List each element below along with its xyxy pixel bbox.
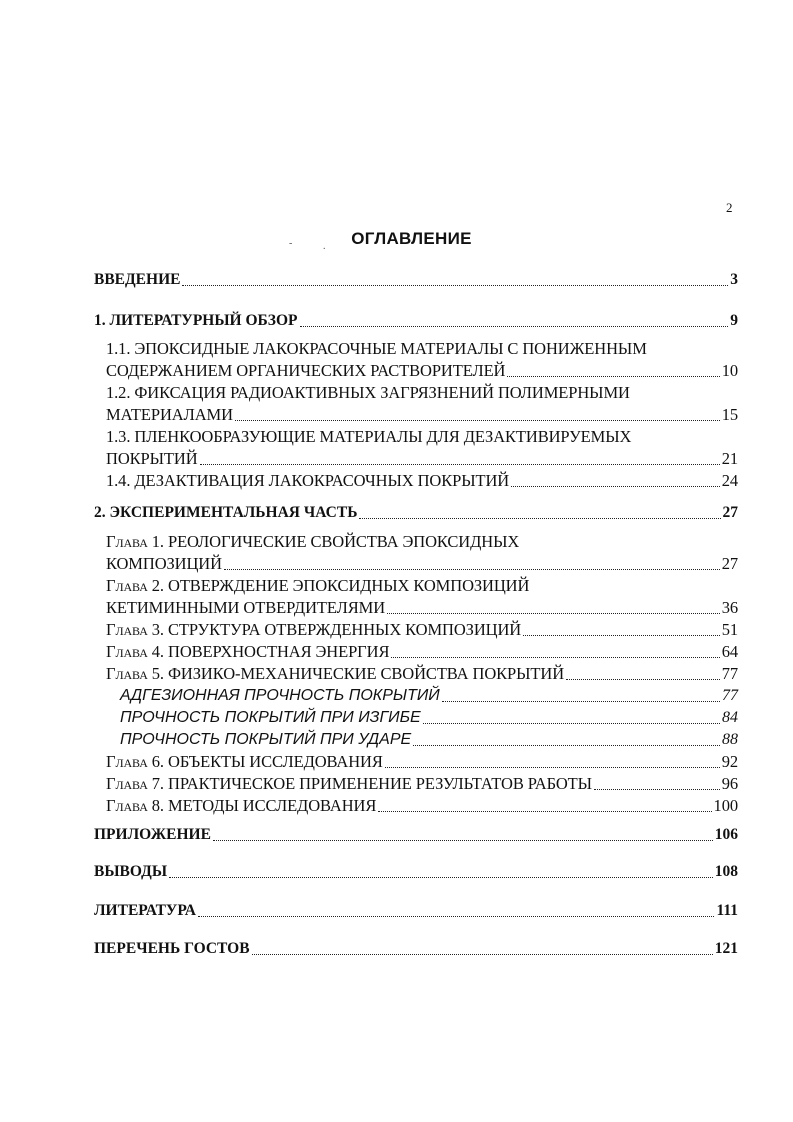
toc-entry-conclusions[interactable] (94, 861, 738, 883)
chapter-title: ПРАКТИЧЕСКОЕ ПРИМЕНЕНИЕ РЕЗУЛЬТАТОВ РАБОТЫ (168, 774, 592, 793)
toc-entry-chapter-7[interactable] (106, 773, 738, 795)
toc-entry-page: 77 (722, 687, 738, 704)
toc-entry-label: ВВЕДЕНИЕ (94, 271, 181, 288)
toc-entry-page: 88 (722, 731, 738, 748)
dot-leader (523, 635, 720, 636)
chapter-title: РЕОЛОГИЧЕСКИЕ СВОЙСТВА ЭПОКСИДНЫХ (168, 532, 520, 551)
toc-entry-label (106, 641, 389, 663)
toc-entry-page: 15 (721, 405, 738, 424)
toc-entry-chapter-8[interactable] (106, 795, 738, 817)
scan-speck: . (323, 241, 326, 252)
toc-entry-chapter-4[interactable] (106, 641, 738, 663)
toc-entry-chapter-3[interactable] (106, 619, 738, 641)
toc-entry-page: 100 (713, 796, 738, 815)
toc-entry-chapter-1-line1[interactable] (106, 531, 519, 553)
toc-entry-1-1[interactable] (106, 360, 738, 382)
toc-entry-literature-review[interactable] (94, 310, 738, 332)
dot-leader (511, 486, 720, 487)
toc-entry-1-3[interactable] (106, 448, 738, 470)
toc-entry-label: 1. ЛИТЕРАТУРНЫЙ ОБЗОР (94, 312, 298, 329)
toc-entry-chapter-2-line1[interactable] (106, 575, 529, 597)
toc-entry-page: 121 (714, 940, 738, 957)
dot-leader (423, 723, 720, 724)
toc-entry-label: КЕТИМИННЫМИ ОТВЕРДИТЕЛЯМИ (106, 598, 386, 617)
toc-entry-references[interactable] (94, 900, 738, 922)
chapter-prefix: Глава 8. (106, 796, 164, 815)
toc-entry-label: ПРИЛОЖЕНИЕ (94, 826, 211, 843)
dot-leader (413, 745, 720, 746)
chapter-prefix: Глава 3. (106, 620, 164, 639)
toc-entry-label (106, 773, 592, 795)
dot-leader (594, 789, 720, 790)
chapter-title: ФИЗИКО-МЕХАНИЧЕСКИЕ СВОЙСТВА ПОКРЫТИЙ (168, 664, 565, 683)
toc-entry-page: 77 (721, 664, 738, 683)
chapter-title: СТРУКТУРА ОТВЕРЖДЕННЫХ КОМПОЗИЦИЙ (168, 620, 522, 639)
toc-entry-label: АДГЕЗИОННАЯ ПРОЧНОСТЬ ПОКРЫТИЙ (120, 687, 440, 704)
dot-leader (359, 518, 720, 519)
toc-entry-label: ПОКРЫТИЙ (106, 449, 198, 468)
toc-entry-1-1-line1[interactable]: 1.1. ЭПОКСИДНЫЕ ЛАКОКРАСОЧНЫЕ МАТЕРИАЛЫ С ПОНИЖЕННЫМ (106, 339, 647, 358)
chapter-title: ПОВЕРХНОСТНАЯ ЭНЕРГИЯ (168, 642, 390, 661)
toc-entry-page: 106 (714, 826, 738, 843)
dot-leader (387, 613, 720, 614)
dot-leader (224, 569, 720, 570)
chapter-prefix: Глава 1. (106, 532, 164, 551)
dot-leader (385, 767, 720, 768)
dot-leader (198, 916, 714, 917)
dot-leader (566, 679, 720, 680)
toc-entry-experimental[interactable] (94, 502, 738, 524)
toc-entry-page: 9 (730, 312, 738, 329)
toc-entry-impact[interactable] (120, 729, 738, 751)
toc-entry-label: 1.4. ДЕЗАКТИВАЦИЯ ЛАКОКРАСОЧНЫХ ПОКРЫТИЙ (106, 471, 510, 490)
toc-entry-page: 111 (716, 902, 738, 919)
toc-entry-label: ВЫВОДЫ (94, 863, 168, 880)
toc-entry-label (106, 795, 376, 817)
chapter-prefix: Глава 7. (106, 774, 164, 793)
toc-entry-adhesion[interactable] (120, 685, 738, 707)
toc-entry-label: ПРОЧНОСТЬ ПОКРЫТИЙ ПРИ УДАРЕ (120, 731, 412, 748)
chapter-title: МЕТОДЫ ИССЛЕДОВАНИЯ (168, 796, 377, 815)
scan-speck: - (289, 238, 293, 249)
dot-leader (169, 877, 713, 878)
chapter-prefix: Глава 4. (106, 642, 164, 661)
toc-entry-page: 51 (721, 620, 738, 639)
dot-leader (182, 285, 728, 286)
chapter-prefix: Глава 6. (106, 752, 164, 771)
chapter-prefix: Глава 2. (106, 576, 164, 595)
dot-leader (378, 811, 711, 812)
toc-entry-gost-list[interactable] (94, 938, 738, 960)
page-number: 2 (726, 200, 733, 215)
toc-entry-chapter-6[interactable] (106, 751, 738, 773)
toc-entry-chapter-1[interactable] (106, 553, 738, 575)
toc-entry-chapter-5[interactable] (106, 663, 738, 685)
toc-entry-label (106, 663, 564, 685)
toc-entry-page: 36 (721, 598, 738, 617)
chapter-title: ОБЪЕКТЫ ИССЛЕДОВАНИЯ (168, 752, 383, 771)
chapter-title: ОТВЕРЖДЕНИЕ ЭПОКСИДНЫХ КОМПОЗИЦИЙ (168, 576, 530, 595)
dot-leader (200, 464, 720, 465)
toc-entry-page: 24 (721, 471, 738, 490)
toc-entry-page: 84 (722, 709, 738, 726)
toc-entry-label: ПЕРЕЧЕНЬ ГОСТОВ (94, 940, 250, 957)
toc-entry-label: 2. ЭКСПЕРИМЕНТАЛЬНАЯ ЧАСТЬ (94, 504, 358, 521)
toc-entry-page: 27 (722, 504, 738, 521)
toc-entry-label (106, 619, 521, 641)
toc-entry-appendix[interactable] (94, 824, 738, 846)
toc-entry-1-4[interactable] (106, 470, 738, 492)
toc-entry-label: КОМПОЗИЦИЙ (106, 554, 222, 573)
toc-entry-page: 96 (721, 774, 738, 793)
toc-entry-intro[interactable] (94, 269, 738, 291)
toc-entry-page: 21 (721, 449, 738, 468)
toc-entry-page: 3 (730, 271, 738, 288)
toc-entry-page: 92 (721, 752, 738, 771)
dot-leader (252, 954, 713, 955)
dot-leader (391, 657, 719, 658)
toc-entry-1-3-line1[interactable]: 1.3. ПЛЕНКООБРАЗУЮЩИЕ МАТЕРИАЛЫ ДЛЯ ДЕЗАКТИВИРУЕМЫХ (106, 427, 632, 446)
toc-entry-label: ЛИТЕРАТУРА (94, 902, 196, 919)
toc-entry-chapter-2[interactable] (106, 597, 738, 619)
toc-entry-label: ПРОЧНОСТЬ ПОКРЫТИЙ ПРИ ИЗГИБЕ (120, 709, 421, 726)
page-title: ОГЛАВЛЕНИЕ (351, 229, 472, 248)
dot-leader (213, 840, 713, 841)
dot-leader (442, 701, 720, 702)
dot-leader (300, 326, 729, 327)
toc-entry-page: 10 (721, 361, 738, 380)
toc-entry-bending[interactable] (120, 707, 738, 729)
dot-leader (235, 420, 720, 421)
toc-entry-label: МАТЕРИАЛАМИ (106, 405, 233, 424)
toc-entry-1-2-line1[interactable]: 1.2. ФИКСАЦИЯ РАДИОАКТИВНЫХ ЗАГРЯЗНЕНИЙ ПОЛИМЕРНЫМИ (106, 383, 630, 402)
toc-entry-page: 27 (721, 554, 738, 573)
chapter-prefix: Глава 5. (106, 664, 164, 683)
toc-entry-label (106, 751, 383, 773)
toc-entry-page: 64 (721, 642, 738, 661)
toc-entry-page: 108 (714, 863, 738, 880)
toc-entry-label: СОДЕРЖАНИЕМ ОРГАНИЧЕСКИХ РАСТВОРИТЕЛЕЙ (106, 361, 506, 380)
dot-leader (507, 376, 719, 377)
toc-entry-1-2[interactable] (106, 404, 738, 426)
